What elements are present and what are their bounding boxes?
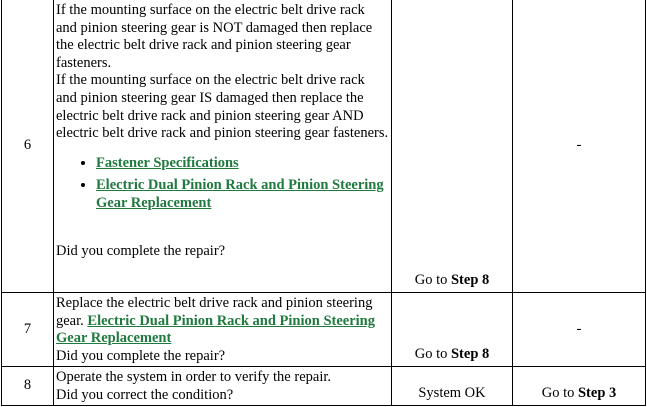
no-cell	[513, 367, 646, 406]
list-item	[96, 177, 389, 212]
yes-label: Go to	[414, 272, 451, 289]
fastener-specifications-link[interactable]: Fastener Specifications	[96, 154, 239, 171]
question-text: Did you correct the condition?	[56, 386, 234, 403]
yes-label: Go to	[414, 346, 451, 363]
action-cell	[54, 0, 392, 293]
table-row-step-6	[2, 0, 646, 293]
no-label: Go to	[541, 385, 578, 402]
diagnostic-table	[1, 0, 646, 406]
no-cell: -	[513, 0, 646, 293]
steering-gear-replacement-link[interactable]: Electric Dual Pinion Rack and Pinion Steering Gear Replacement	[96, 177, 384, 211]
list-item	[96, 155, 389, 173]
step-reference: Step 8	[450, 346, 490, 363]
step-reference: Step 3	[577, 385, 617, 402]
yes-cell: System OK	[392, 367, 513, 406]
yes-cell	[392, 0, 513, 293]
link-list	[56, 155, 389, 213]
action-cell	[54, 293, 392, 367]
action-text: If the mounting surface on the electric belt drive rack and pinion steering gear IS damaged then replace the electric belt drive rack and pinion steering gear AND electric belt drive rack and pinion steering gear fasteners.	[56, 72, 389, 142]
step-number: 8	[2, 367, 54, 406]
question-text: Did you complete the repair?	[56, 347, 226, 364]
action-text-content: Replace the electric belt drive rack and pinion steering gear.	[56, 295, 373, 329]
question-text: Did you complete the repair?	[56, 242, 226, 259]
action-text	[56, 295, 389, 348]
action-text: Operate the system in order to verify the repair.	[56, 369, 331, 385]
no-cell: -	[513, 293, 646, 367]
step-number: 7	[2, 293, 54, 367]
table-row-step-7	[2, 293, 646, 367]
table-row-step-8	[2, 367, 646, 406]
action-cell	[54, 367, 392, 406]
step-reference: Step 8	[450, 272, 490, 289]
step-number: 6	[2, 0, 54, 293]
action-text: If the mounting surface on the electric belt drive rack and pinion steering gear is NOT damaged then replace the electric belt drive rack and pinion steering gear fasteners.	[56, 2, 373, 71]
steering-gear-replacement-link[interactable]: Electric Dual Pinion Rack and Pinion Steering Gear Replacement	[56, 312, 375, 347]
yes-cell	[392, 293, 513, 367]
